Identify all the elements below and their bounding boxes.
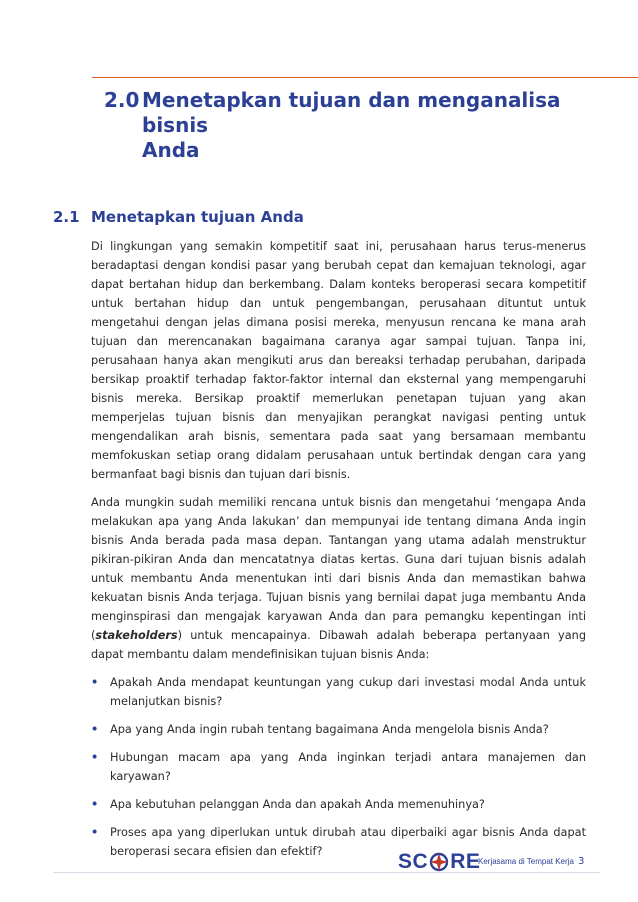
paragraph-2-text-a: Anda mungkin sudah memiliki rencana untuk bisnis dan mengetahui ‘mengapa Anda melakukan apa yang Anda lakukan’ dan mempunyai ide tentang dimana Anda ingin bisnis Anda berada pada masa depan. Tantangan yang utama adalah menstruktur pikiran-pikiran Anda dan mencatatnya diatas kertas. Guna dari tujuan bisnis adalah untuk membantu Anda menentukan inti dari bisnis Anda dan memastikan bahwa kekuatan bisnis Anda terjaga. Tujuan bisnis yang bernilai dapat juga membantu Anda menginspirasi dan mengajak karyawan Anda dan para pemangku kepentingan inti ( <box>91 496 586 642</box>
question-list <box>91 673 586 861</box>
chapter-title-line-1: Menetapkan tujuan dan menganalisa bisnis <box>142 88 561 137</box>
bullet-icon: • <box>91 723 99 736</box>
stakeholders-emphasis: stakeholders <box>95 629 178 642</box>
chapter-number: 2.0 <box>104 88 140 112</box>
chapter-title-line-2: Anda <box>142 138 200 162</box>
paragraph-1: Di lingkungan yang semakin kompetitif saat ini, perusahaan harus terus-menerus beradaptasi dengan kondisi pasar yang berubah cepat dan kemajuan teknologi, agar dapat bertahan hidup dan berkembang. Dalam konteks beroperasi secara kompetitif untuk bertahan hidup dan untuk pengembangan, perusahaan dituntut untuk mengetahui dengan jelas dimana posisi mereka, menyusun rencana ke mana arah tujuan dan merencanakan bagaimana caranya agar sampai tujuan. Tanpa ini, perusahaan hanya akan mengikuti arus dan bereaksi terhadap perubahan, daripada bersikap proaktif terhadap faktor-faktor internal dan eksternal yang mempengaruhi bisnis mereka. Bersikap proaktif memerlukan penetapan tujuan yang akan memperjelas tujuan bisnis dan menyajikan perangkat navigasi penting untuk mengendalikan arah bisnis, sementara pada saat yang bersamaan membantu memfokuskan setiap orang didalam perusahaan untuk bertindak dengan cara yang bermanfaat bagi bisnis dan tujuan dari bisnis. <box>91 240 586 481</box>
page-number: 3 <box>578 856 585 867</box>
top-rule <box>92 77 638 78</box>
list-item <box>91 748 586 786</box>
section-number: 2.1 <box>53 208 80 226</box>
logo-star-icon <box>428 851 450 873</box>
list-item <box>91 823 586 861</box>
bullet-icon: • <box>91 751 99 764</box>
chapter-heading <box>104 88 604 163</box>
list-item-text: Apa yang Anda ingin rubah tentang bagaimana Anda mengelola bisnis Anda? <box>110 723 549 736</box>
logo-text-part-2: RE <box>450 850 481 873</box>
list-item-text: Proses apa yang diperlukan untuk dirubah atau diperbaiki agar bisnis Anda dapat beroperasi secara efisien dan efektif? <box>110 826 586 858</box>
logo-text-part-1: SC <box>398 850 429 873</box>
list-item-text: Apa kebutuhan pelanggan Anda dan apakah Anda memenuhinya? <box>110 798 485 811</box>
section-title: Menetapkan tujuan Anda <box>91 208 304 226</box>
list-item-text: Hubungan macam apa yang Anda inginkan terjadi antara manajemen dan karyawan? <box>110 751 586 783</box>
bullet-icon: • <box>91 826 99 839</box>
body-text <box>91 237 586 870</box>
footer-rule <box>53 872 600 873</box>
list-item-text: Apakah Anda mendapat keuntungan yang cukup dari investasi modal Anda untuk melanjutkan bisnis? <box>110 676 586 708</box>
footer-tagline: Kerjasama di Tempat Kerja <box>478 857 574 866</box>
list-item <box>91 720 586 739</box>
bullet-icon: • <box>91 798 99 811</box>
list-item <box>91 673 586 711</box>
score-logo <box>398 850 480 874</box>
bullet-icon: • <box>91 676 99 689</box>
paragraph-2 <box>91 493 586 664</box>
list-item <box>91 795 586 814</box>
paragraph-2-text-b: ) untuk mencapainya. Dibawah adalah beberapa pertanyaan yang dapat membantu dalam mendefinisikan tujuan bisnis Anda: <box>91 629 586 661</box>
section-heading <box>53 207 304 227</box>
